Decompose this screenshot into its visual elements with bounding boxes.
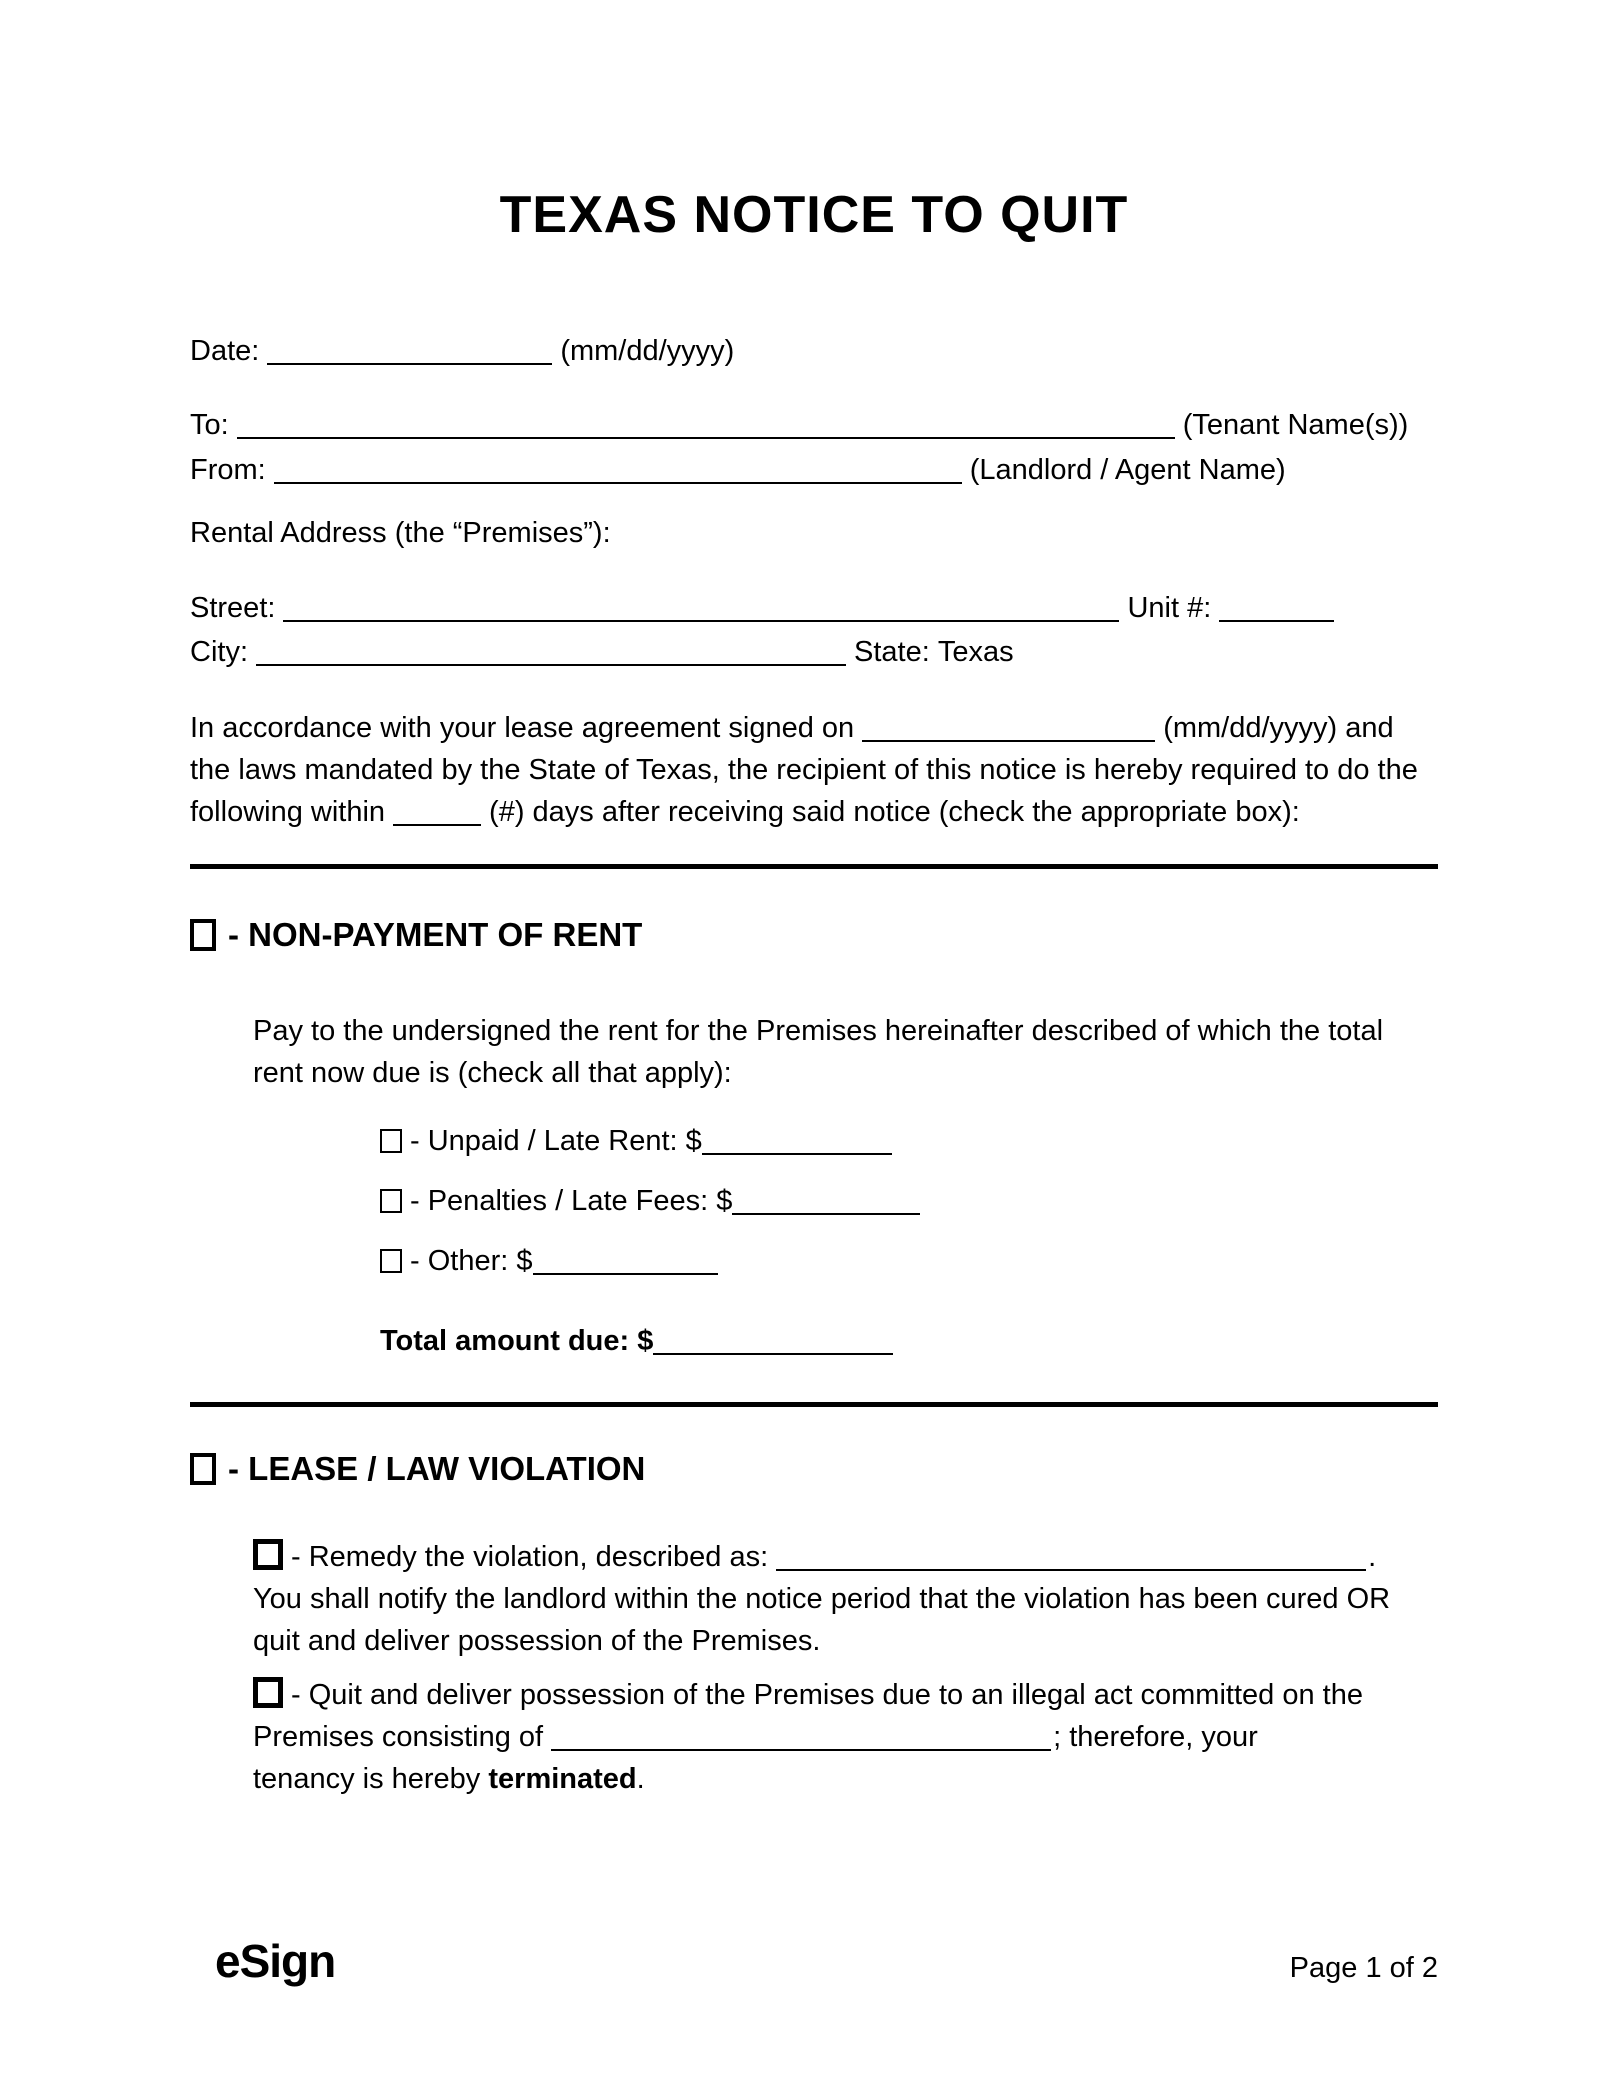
total-due-row [380, 1320, 1438, 1362]
terminated-emphasis: terminated [488, 1763, 637, 1795]
quit-line-3-text: tenancy is hereby [253, 1763, 481, 1795]
state-label: State: [854, 636, 930, 668]
intro-line-1 [190, 707, 1438, 749]
to-label: To: [190, 409, 229, 441]
remedy-line-1 [253, 1536, 1438, 1578]
unpaid-rent-checkbox[interactable] [380, 1129, 402, 1153]
rental-address-heading: Rental Address (the “Premises”): [190, 517, 611, 549]
date-row [190, 330, 1438, 372]
date-blank-line[interactable] [267, 343, 552, 365]
street-label: Street: [190, 592, 276, 624]
page-footer [190, 1936, 1438, 1989]
state-value: Texas [937, 636, 1014, 668]
date-format-hint: (mm/dd/yyyy) [560, 335, 735, 367]
non-payment-heading: - NON-PAYMENT OF RENT [228, 916, 643, 953]
violation-description-blank-line[interactable] [776, 1549, 1366, 1571]
days-count-blank-line[interactable] [393, 804, 481, 826]
quit-paragraph [253, 1674, 1438, 1800]
total-due-label: Total amount due: $ [380, 1325, 654, 1357]
non-payment-heading-row [190, 913, 1438, 957]
other-label: - Other: $ [410, 1245, 533, 1277]
from-row [190, 449, 1438, 491]
remedy-line-2: You shall notify the landlord within the notice period that the violation has been cured OR [253, 1583, 1391, 1615]
other-row [380, 1240, 1438, 1282]
landlord-name-hint: (Landlord / Agent Name) [969, 454, 1286, 486]
city-row [190, 631, 1438, 673]
quit-checkbox[interactable] [253, 1677, 283, 1708]
unpaid-rent-label: - Unpaid / Late Rent: $ [410, 1125, 702, 1157]
intro-paragraph [190, 707, 1438, 833]
penalties-label: - Penalties / Late Fees: $ [410, 1185, 733, 1217]
penalties-row [380, 1180, 1438, 1222]
from-label: From: [190, 454, 266, 486]
non-payment-intro [253, 1010, 1438, 1094]
section-divider [190, 1402, 1438, 1407]
quit-line-3 [253, 1758, 1438, 1800]
lease-violation-heading: - LEASE / LAW VIOLATION [228, 1450, 646, 1487]
to-row [190, 404, 1438, 446]
intro-line-3-text: following within [190, 796, 386, 828]
quit-line-2 [253, 1716, 1438, 1758]
lease-violation-heading-row [190, 1447, 1438, 1491]
remedy-period: . [1368, 1541, 1377, 1573]
penalties-checkbox[interactable] [380, 1189, 402, 1213]
intro-line-1-suffix: (mm/dd/yyyy) and [1163, 712, 1394, 744]
date-label: Date: [190, 335, 260, 367]
lease-signed-date-blank-line[interactable] [862, 720, 1155, 742]
other-checkbox[interactable] [380, 1249, 402, 1273]
esign-logo: eSign [215, 1935, 336, 1987]
intro-line-1-text: In accordance with your lease agreement signed on [190, 712, 855, 744]
intro-line-3 [190, 791, 1438, 833]
lease-violation-checkbox[interactable] [190, 1453, 216, 1485]
unit-blank-line[interactable] [1219, 600, 1334, 622]
tenant-name-blank-line[interactable] [237, 417, 1175, 439]
penalties-amount-blank-line[interactable] [732, 1193, 920, 1215]
street-row [190, 587, 1438, 629]
street-blank-line[interactable] [283, 600, 1119, 622]
page-title: TEXAS NOTICE TO QUIT [499, 186, 1129, 244]
landlord-name-blank-line[interactable] [274, 462, 962, 484]
tenant-name-hint: (Tenant Name(s)) [1182, 409, 1409, 441]
unit-label: Unit #: [1127, 592, 1212, 624]
illegal-act-blank-line[interactable] [551, 1729, 1051, 1751]
quit-line-1 [253, 1674, 1438, 1716]
total-due-blank-line[interactable] [653, 1333, 893, 1355]
other-amount-blank-line[interactable] [533, 1253, 718, 1275]
unpaid-rent-amount-blank-line[interactable] [702, 1133, 892, 1155]
quit-line-2-text: Premises consisting of [253, 1721, 544, 1753]
non-payment-intro-line-1: Pay to the undersigned the rent for the Premises hereinafter described of which the total [253, 1015, 1384, 1047]
remedy-checkbox[interactable] [253, 1539, 283, 1570]
city-label: City: [190, 636, 248, 668]
intro-line-3-suffix: (#) days after receiving said notice (check the appropriate box): [489, 796, 1300, 828]
page-indicator: Page 1 of 2 [1289, 1952, 1438, 1984]
city-blank-line[interactable] [256, 644, 846, 666]
non-payment-checkbox[interactable] [190, 919, 216, 951]
quit-label: - Quit and deliver possession of the Premises due to an illegal act committed on the [291, 1679, 1363, 1711]
section-divider [190, 864, 1438, 869]
remedy-label: - Remedy the violation, described as: [291, 1541, 769, 1573]
remedy-line-3: quit and deliver possession of the Premises. [253, 1625, 821, 1657]
remedy-paragraph [253, 1536, 1438, 1662]
unpaid-rent-row [380, 1120, 1438, 1162]
intro-line-2: the laws mandated by the State of Texas, the recipient of this notice is hereby required to do the [190, 754, 1418, 786]
quit-line-3-end: . [636, 1763, 645, 1795]
quit-line-2-suffix: ; therefore, your [1053, 1721, 1258, 1753]
non-payment-intro-line-2: rent now due is (check all that apply): [253, 1057, 732, 1089]
